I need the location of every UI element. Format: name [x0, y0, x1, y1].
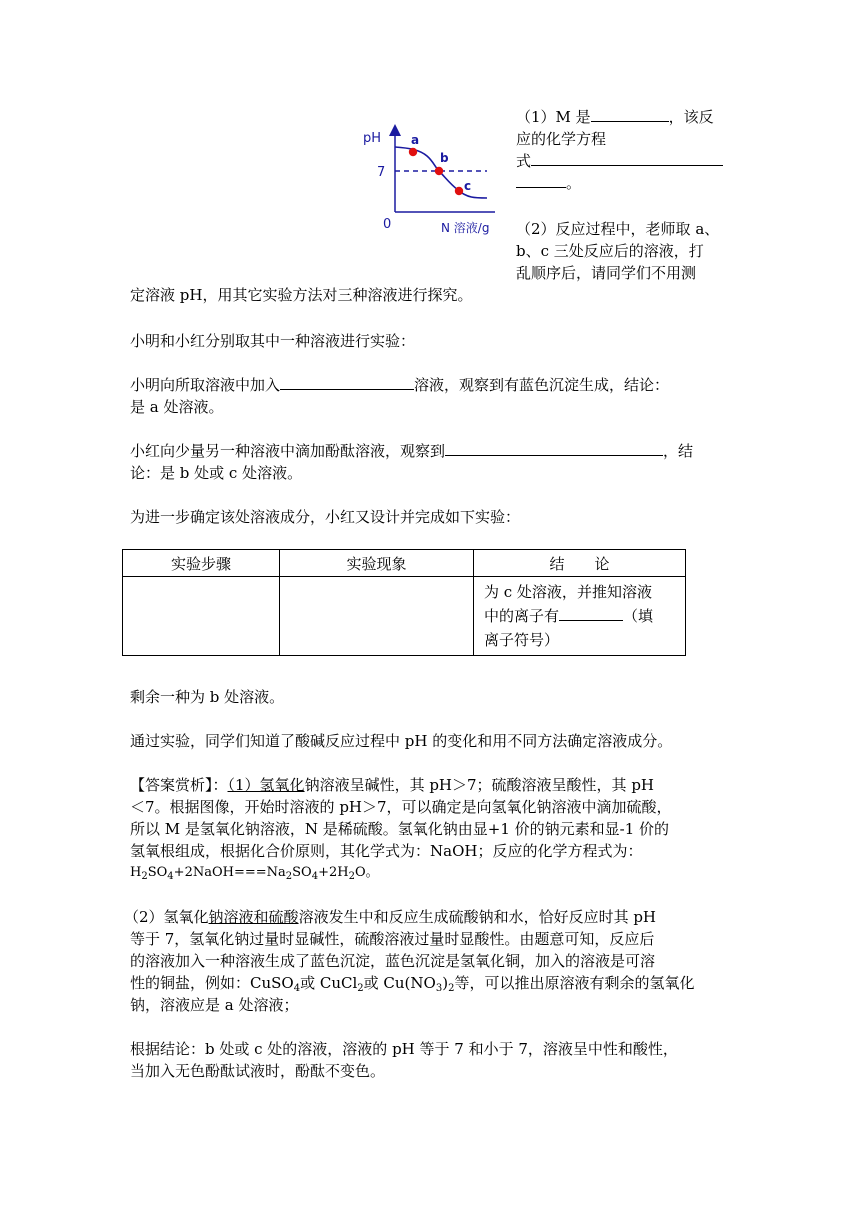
reagent-blank[interactable] — [280, 375, 414, 390]
observation-blank[interactable] — [445, 441, 663, 456]
para-3-line1: 小红向少量另一种溶液中滴加酚酞溶液，观察到 ，结 — [130, 442, 694, 460]
para-3-line2: 论：是 b 处或 c 处溶液。 — [130, 464, 303, 482]
y-tick-7: 7 — [377, 165, 386, 180]
table-row — [123, 577, 686, 656]
answer-line4: 氢氧根组成，根据化合价原则，其化学式为：NaOH；反应的化学方程式为： — [130, 842, 643, 860]
y-axis-label: pH — [363, 131, 382, 146]
q1-line3: 式 — [516, 150, 736, 172]
answer-label: 【答案赏析】： — [130, 776, 228, 794]
answer3-line2: 当加入无色酚酞试液时，酚酞不变色。 — [130, 1062, 386, 1080]
q1-line1: （1）M 是 ，该反 — [516, 108, 714, 126]
q2-line1: （2）反应过程中，老师取 a、 — [516, 220, 720, 238]
phenomena-cell[interactable] — [280, 577, 474, 656]
equation-blank-1[interactable] — [531, 151, 723, 166]
point-c-label: c — [464, 179, 472, 193]
q2-line3: 乱顺序后，请同学们不用测 — [516, 264, 697, 282]
answer-equation: $H_2SO_4+2NaOH===Na_2SO_4+2H_2O$。 — [130, 865, 379, 882]
point-a — [409, 148, 417, 156]
q1-line2: 应的化学方程 — [516, 130, 607, 148]
ph-curve-figure — [355, 120, 505, 240]
equation-blank-2[interactable] — [516, 173, 566, 188]
answer2-line1: （2）氢氧化钠溶液和硫酸溶液发生中和反应生成硫酸钠和水，恰好反应时其 pH — [124, 908, 657, 926]
para-5: 剩余一种为 b 处溶液。 — [130, 688, 285, 706]
table-header-row — [123, 550, 686, 577]
answer2-line2: 等于 7，氢氧化钠过量时显碱性，硫酸溶液过量时显酸性。由题意可知，反应后 — [130, 930, 655, 948]
para-6: 通过实验，同学们知道了酸碱反应过程中 pH 的变化和用不同方法确定溶液成分。 — [130, 732, 673, 750]
q2-line2: b、c 三处反应后的溶液，打 — [516, 242, 704, 260]
answer-line2: ＜7。根据图像，开始时溶液的 pH＞7，可以确定是向氢氧化钠溶液中滴加硫酸， — [130, 798, 672, 816]
ion-blank[interactable] — [559, 606, 623, 621]
q1-line4: 。 — [516, 172, 736, 194]
para-2-line1: 小明向所取溶液中加入 溶液，观察到有蓝色沉淀生成，结论： — [130, 376, 670, 394]
experiment-table — [122, 549, 686, 656]
point-b-label: b — [440, 151, 449, 165]
answer2-line5: 钠，溶液应是 a 处溶液； — [130, 996, 299, 1014]
para-2-line2: 是 a 处溶液。 — [130, 398, 224, 416]
answer-line1: 【答案赏析】：（1）氢氧化钠溶液呈碱性，其 pH＞7；硫酸溶液呈酸性，其 pH — [130, 776, 655, 794]
answer-line3: 所以 M 是氢氧化钠溶液，N 是稀硫酸。氢氧化钠由显+1 价的钠元素和显-1 价的 — [130, 820, 670, 838]
point-a-label: a — [411, 133, 420, 147]
conclusion-cell: 为 c 处溶液，并推知溶液 中的离子有 （填 离子符号） — [474, 577, 686, 656]
point-b — [435, 167, 443, 175]
point-c — [455, 187, 463, 195]
answer2-line4: 性的铜盐，例如：CuSO$_4$或 CuCl$_2$或 $Cu(NO_3)_2$等，可以推出原溶液有剩余的氢氧化 — [130, 974, 695, 994]
para-4: 为进一步确定该处溶液成分，小红又设计并完成如下实验： — [130, 508, 521, 526]
answer3-line1: 根据结论：b 处或 c 处的溶液，溶液的 pH 等于 7 和小于 7，溶液呈中性和酸性， — [130, 1040, 678, 1058]
origin-label: 0 — [383, 217, 392, 232]
m-blank[interactable] — [591, 107, 669, 122]
header-steps: 实验步骤 — [123, 550, 280, 577]
header-conclusion: 结 论 — [474, 550, 686, 577]
steps-cell[interactable] — [123, 577, 280, 656]
header-phenomena: 实验现象 — [280, 550, 474, 577]
x-axis-label: N 溶液/g — [441, 221, 490, 235]
answer2-line3: 的溶液加入一种溶液生成了蓝色沉淀，蓝色沉淀是氢氧化铜，加入的溶液是可溶 — [130, 952, 656, 970]
q2-line4: 定溶液 pH，用其它实验方法对三种溶液进行探究。 — [130, 286, 473, 304]
para-1: 小明和小红分别取其中一种溶液进行实验： — [130, 332, 416, 350]
